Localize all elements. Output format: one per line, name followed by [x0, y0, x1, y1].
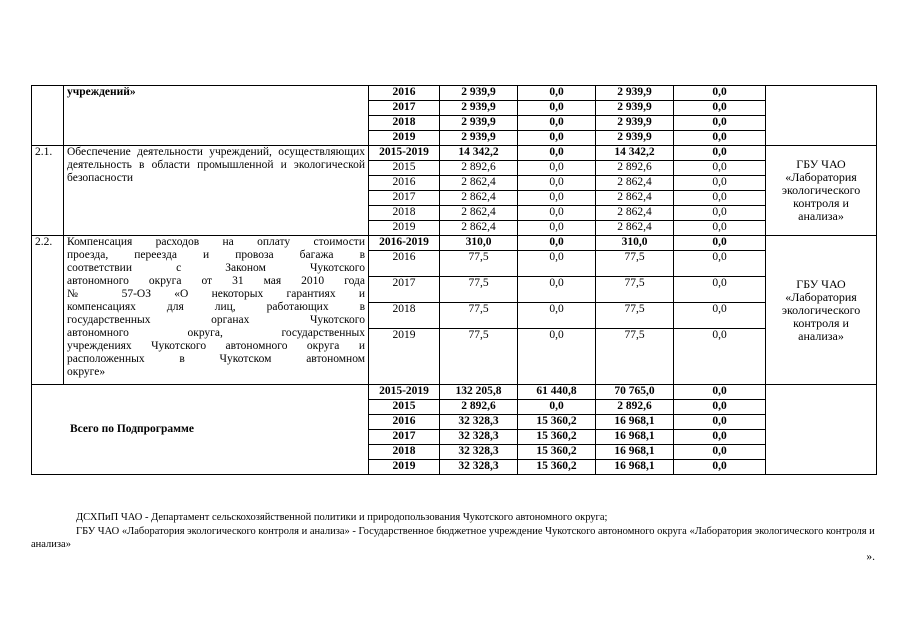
closing-quote: ». — [866, 551, 875, 563]
total-cell: 77,5 — [440, 329, 518, 385]
total-label-cell: Всего по Подпрограмме — [32, 385, 369, 475]
okrug-cell: 70 765,0 — [596, 385, 674, 400]
other-cell: 0,0 — [674, 400, 766, 415]
description-line: расположенных в Чукотском автономном — [67, 353, 365, 365]
total-cell: 32 328,3 — [440, 445, 518, 460]
other-cell: 0,0 — [674, 329, 766, 385]
total-cell: 77,5 — [440, 277, 518, 303]
other-cell: 0,0 — [674, 460, 766, 475]
okrug-cell: 77,5 — [596, 277, 674, 303]
organization-cell: ГБУ ЧАО «Лаборатория экологического контроля и анализа» — [766, 146, 877, 236]
other-cell: 0,0 — [674, 303, 766, 329]
description-line: округе» — [67, 366, 106, 378]
federal-cell: 0,0 — [518, 329, 596, 385]
year-cell: 2016-2019 — [369, 236, 440, 251]
federal-cell: 15 360,2 — [518, 460, 596, 475]
year-cell: 2016 — [369, 251, 440, 277]
okrug-cell: 77,5 — [596, 251, 674, 277]
okrug-cell: 2 892,6 — [596, 400, 674, 415]
federal-cell: 0,0 — [518, 161, 596, 176]
okrug-cell: 2 862,4 — [596, 176, 674, 191]
okrug-cell: 77,5 — [596, 303, 674, 329]
other-cell: 0,0 — [674, 206, 766, 221]
organization-cell: ГБУ ЧАО «Лаборатория экологического контроля и анализа» — [766, 236, 877, 385]
description-line: учреждениях Чукотского автономного округа и — [67, 340, 365, 352]
other-cell: 0,0 — [674, 445, 766, 460]
table-row — [32, 236, 877, 251]
okrug-cell: 310,0 — [596, 236, 674, 251]
federal-cell: 15 360,2 — [518, 415, 596, 430]
federal-cell: 15 360,2 — [518, 445, 596, 460]
federal-cell: 0,0 — [518, 146, 596, 161]
okrug-cell: 16 968,1 — [596, 460, 674, 475]
total-cell: 32 328,3 — [440, 460, 518, 475]
year-cell: 2017 — [369, 191, 440, 206]
okrug-cell: 77,5 — [596, 329, 674, 385]
okrug-cell: 2 939,9 — [596, 101, 674, 116]
other-cell: 0,0 — [674, 221, 766, 236]
other-cell: 0,0 — [674, 146, 766, 161]
okrug-cell: 16 968,1 — [596, 415, 674, 430]
federal-cell: 0,0 — [518, 400, 596, 415]
organization-cell — [766, 385, 877, 475]
federal-cell: 0,0 — [518, 251, 596, 277]
year-cell: 2017 — [369, 430, 440, 445]
other-cell: 0,0 — [674, 191, 766, 206]
total-cell: 32 328,3 — [440, 415, 518, 430]
other-cell: 0,0 — [674, 86, 766, 101]
year-cell: 2016 — [369, 176, 440, 191]
year-cell: 2019 — [369, 329, 440, 385]
other-cell: 0,0 — [674, 251, 766, 277]
federal-cell: 61 440,8 — [518, 385, 596, 400]
year-cell: 2015 — [369, 161, 440, 176]
other-cell: 0,0 — [674, 277, 766, 303]
okrug-cell: 2 862,4 — [596, 191, 674, 206]
federal-cell: 0,0 — [518, 221, 596, 236]
total-cell: 2 862,4 — [440, 176, 518, 191]
other-cell: 0,0 — [674, 385, 766, 400]
other-cell: 0,0 — [674, 236, 766, 251]
description-cell — [64, 236, 369, 385]
other-cell: 0,0 — [674, 101, 766, 116]
year-cell: 2018 — [369, 206, 440, 221]
description-cell: Обеспечение деятельности учреждений, осуществляющих деятельность в области промышленной и экологической безопасности — [64, 146, 369, 236]
year-cell: 2019 — [369, 221, 440, 236]
federal-cell: 0,0 — [518, 116, 596, 131]
year-cell: 2017 — [369, 101, 440, 116]
year-cell: 2015 — [369, 400, 440, 415]
row-number-cell: 2.1. — [32, 146, 64, 236]
federal-cell: 0,0 — [518, 101, 596, 116]
federal-cell: 0,0 — [518, 131, 596, 146]
budget-table — [31, 85, 877, 475]
description-line: Компенсация расходов на оплату стоимости — [67, 236, 365, 248]
okrug-cell: 2 862,4 — [596, 206, 674, 221]
year-cell: 2018 — [369, 116, 440, 131]
total-cell: 2 892,6 — [440, 161, 518, 176]
year-cell: 2019 — [369, 131, 440, 146]
year-cell: 2016 — [369, 415, 440, 430]
table-row — [32, 385, 877, 400]
total-cell: 132 205,8 — [440, 385, 518, 400]
row-number-cell — [32, 86, 64, 146]
year-cell: 2018 — [369, 303, 440, 329]
federal-cell: 0,0 — [518, 236, 596, 251]
year-cell: 2015-2019 — [369, 385, 440, 400]
federal-cell: 0,0 — [518, 206, 596, 221]
okrug-cell: 16 968,1 — [596, 445, 674, 460]
other-cell: 0,0 — [674, 430, 766, 445]
total-cell: 32 328,3 — [440, 430, 518, 445]
description-line: компенсациях для лиц, работающих в — [67, 301, 365, 313]
federal-cell: 0,0 — [518, 303, 596, 329]
description-line: автономного округа, государственных — [67, 327, 365, 339]
total-cell: 2 862,4 — [440, 206, 518, 221]
federal-cell: 15 360,2 — [518, 430, 596, 445]
footnote-abbrev-1: ДСХПиП ЧАО - Департамент сельскохозяйственной политики и природопользования Чукотского автономного округа; — [76, 512, 608, 523]
year-cell: 2019 — [369, 460, 440, 475]
other-cell: 0,0 — [674, 415, 766, 430]
total-cell: 2 939,9 — [440, 101, 518, 116]
description-line: государственных органах Чукотского — [67, 314, 365, 326]
other-cell: 0,0 — [674, 176, 766, 191]
okrug-cell: 2 939,9 — [596, 86, 674, 101]
total-cell: 2 939,9 — [440, 116, 518, 131]
federal-cell: 0,0 — [518, 176, 596, 191]
description-line: № 57-ОЗ «О некоторых гарантиях и — [67, 288, 365, 300]
total-cell: 2 862,4 — [440, 221, 518, 236]
okrug-cell: 16 968,1 — [596, 430, 674, 445]
total-cell: 2 939,9 — [440, 131, 518, 146]
description-cell: учреждений» — [64, 86, 369, 146]
total-cell: 310,0 — [440, 236, 518, 251]
total-cell: 2 862,4 — [440, 191, 518, 206]
okrug-cell: 2 939,9 — [596, 116, 674, 131]
description-line: соответствии с Законом Чукотского — [67, 262, 365, 274]
total-cell: 2 892,6 — [440, 400, 518, 415]
other-cell: 0,0 — [674, 116, 766, 131]
table-row — [32, 86, 877, 101]
total-cell: 2 939,9 — [440, 86, 518, 101]
description-line: проезда, переезда и провоза багажа в — [67, 249, 365, 261]
year-cell: 2016 — [369, 86, 440, 101]
total-cell: 77,5 — [440, 251, 518, 277]
description-line: автономного округа от 31 мая 2010 года — [67, 275, 365, 287]
federal-cell: 0,0 — [518, 191, 596, 206]
year-cell: 2018 — [369, 445, 440, 460]
organization-cell — [766, 86, 877, 146]
federal-cell: 0,0 — [518, 277, 596, 303]
okrug-cell: 2 892,6 — [596, 161, 674, 176]
year-cell: 2017 — [369, 277, 440, 303]
footnote-abbrev-2: ГБУ ЧАО «Лаборатория экологического контроля и анализа» - Государственное бюджетное учреждение Чукотского автономного округа «Лаборатория экологического контроля и анализа» — [31, 526, 875, 550]
okrug-cell: 14 342,2 — [596, 146, 674, 161]
year-cell: 2015-2019 — [369, 146, 440, 161]
okrug-cell: 2 862,4 — [596, 221, 674, 236]
other-cell: 0,0 — [674, 161, 766, 176]
table-row — [32, 146, 877, 161]
total-cell: 77,5 — [440, 303, 518, 329]
federal-cell: 0,0 — [518, 86, 596, 101]
other-cell: 0,0 — [674, 131, 766, 146]
total-cell: 14 342,2 — [440, 146, 518, 161]
row-number-cell: 2.2. — [32, 236, 64, 385]
okrug-cell: 2 939,9 — [596, 131, 674, 146]
